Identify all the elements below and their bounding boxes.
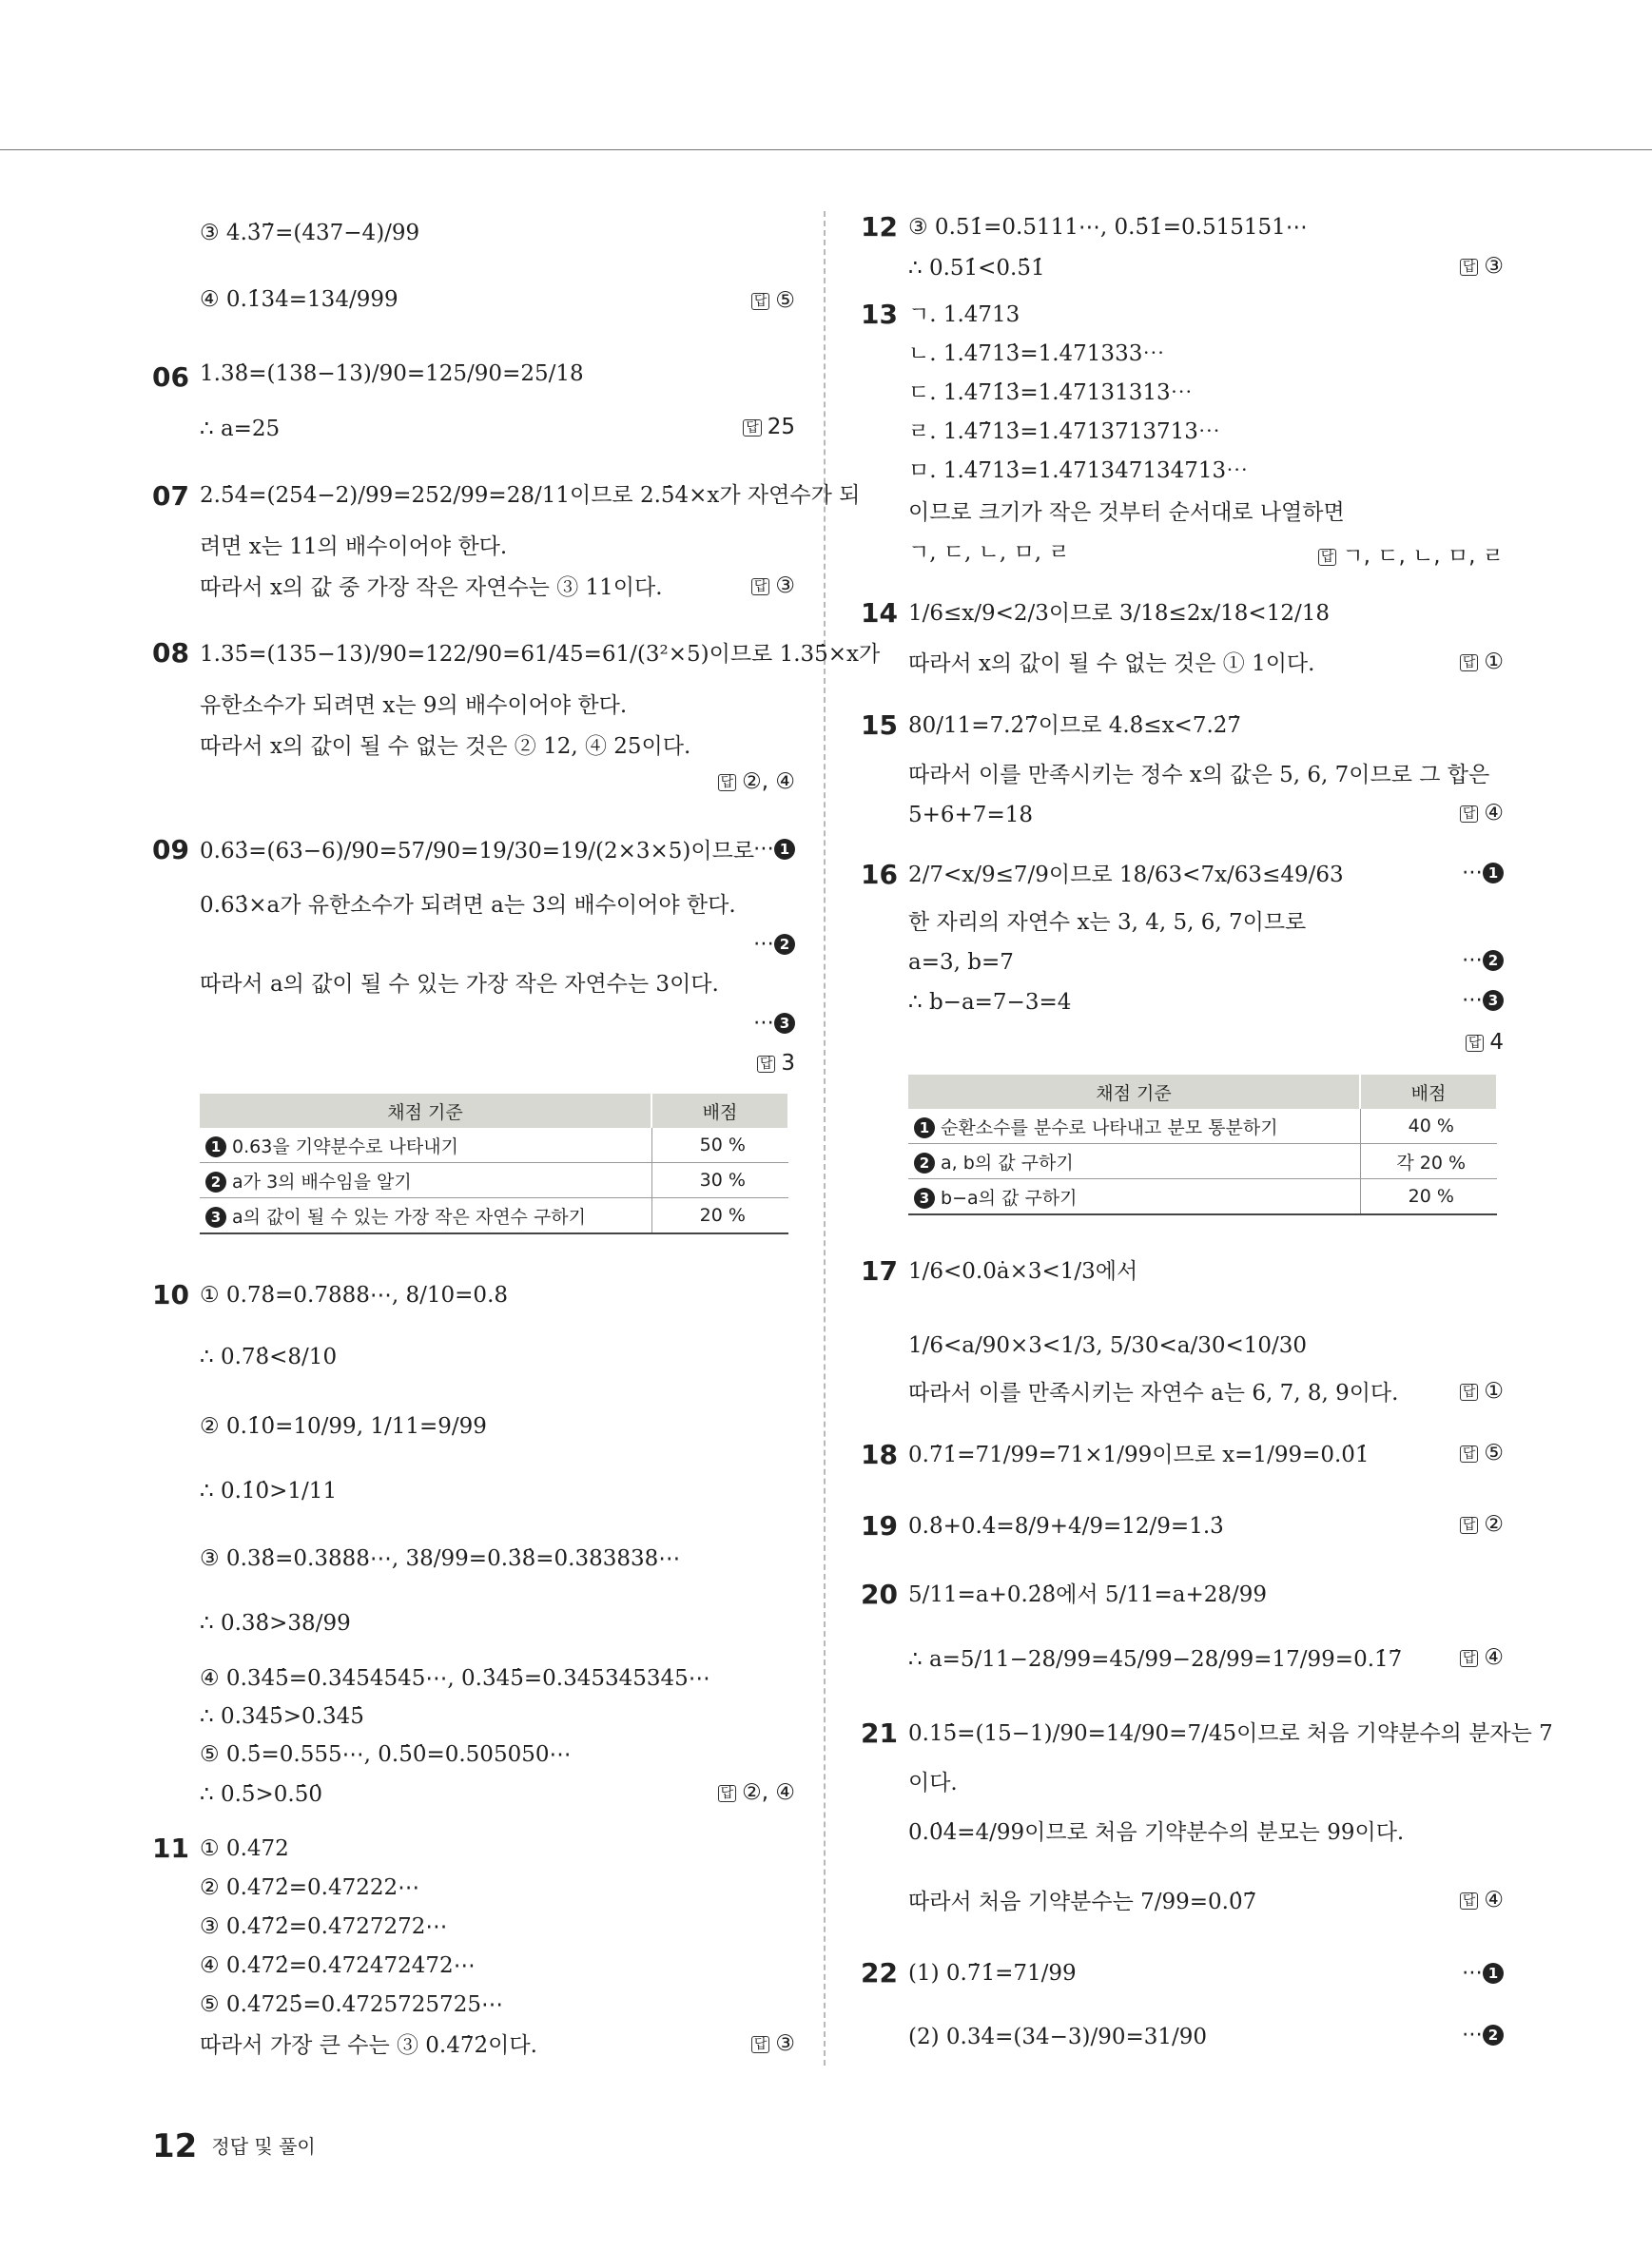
solution-line: (2) 0.34̇=(34−3)/90=31/90 bbox=[908, 2025, 1208, 2049]
solution-line: 0.15̇=(15−1)/90=14/90=7/45이므로 처음 기약분수의 분자는 7 bbox=[908, 1721, 1553, 1746]
answer-mark: 답 ② bbox=[1460, 1512, 1504, 1537]
answer-icon: 답 bbox=[751, 578, 770, 595]
solution-line: ② 0.472̇=0.47222⋯ bbox=[200, 1875, 420, 1900]
table-row bbox=[908, 1109, 1497, 1144]
criteria-cell: 2 a가 3의 배수임을 알기 bbox=[200, 1163, 651, 1198]
score-cell: 50 % bbox=[651, 1128, 788, 1163]
step-marker-icon: 1 bbox=[1483, 863, 1504, 883]
answer-mark: 답 25 bbox=[743, 415, 795, 439]
step-marker-icon: 3 bbox=[205, 1207, 226, 1228]
answer-mark: 답 ②, ④ bbox=[718, 1780, 795, 1805]
table-row bbox=[908, 1179, 1497, 1215]
answer-mark: 답 ②, ④ bbox=[718, 769, 795, 794]
step-marker-icon: 1 bbox=[774, 839, 795, 860]
solution-line: ② 0.1̇0̇=10/99, 1/11=9/99 bbox=[200, 1414, 487, 1439]
answer-mark: 답 ③ bbox=[1460, 254, 1504, 279]
step-marker-icon: 3 bbox=[774, 1013, 795, 1034]
step-marker-icon: 1 bbox=[1483, 1963, 1504, 1984]
problem-number: 15 bbox=[861, 709, 898, 741]
solution-line: ③ 4.3̇7̇=(437−4)/99 bbox=[200, 221, 420, 245]
solution-line: ④ 0.4̇72̇=0.472472472⋯ bbox=[200, 1953, 476, 1978]
score-cell: 20 % bbox=[1360, 1179, 1497, 1215]
answer-mark: 답 ④ bbox=[1460, 801, 1504, 825]
answer-icon: 답 bbox=[1460, 259, 1479, 276]
solution-line: a=3, b=7 bbox=[908, 950, 1014, 975]
table-row bbox=[200, 1128, 788, 1163]
footer-title: 정답 및 풀이 bbox=[211, 2135, 316, 2158]
answer-icon: 답 bbox=[1460, 654, 1479, 671]
problem-number: 22 bbox=[861, 1957, 898, 1989]
score-cell: 30 % bbox=[651, 1163, 788, 1198]
answer-mark: 답 ③ bbox=[751, 2031, 795, 2056]
score-cell: 각 20 % bbox=[1360, 1144, 1497, 1179]
solution-line: 이므로 크기가 작은 것부터 순서대로 나열하면 bbox=[908, 500, 1345, 525]
solution-line: 0.8̇+0.4̇=8/9+4/9=12/9=1.3̇ bbox=[908, 1514, 1224, 1539]
solution-line: ③ 0.47̇2̇=0.4727272⋯ bbox=[200, 1914, 448, 1939]
answer-mark: 답 ④ bbox=[1460, 1888, 1504, 1912]
solution-line: 따라서 이를 만족시키는 정수 x의 값은 5, 6, 7이므로 그 합은 bbox=[908, 763, 1490, 787]
answer-icon: 답 bbox=[1460, 1517, 1479, 1534]
answer-mark: 답 ④ bbox=[1460, 1645, 1504, 1670]
table-row bbox=[200, 1163, 788, 1198]
solution-line: ∴ 0.5̇>0.5̇0̇ bbox=[200, 1782, 323, 1807]
step-marker: ⋯ 1 bbox=[1462, 861, 1504, 884]
problem-number: 09 bbox=[152, 834, 189, 865]
solution-line: 따라서 x의 값 중 가장 작은 자연수는 ③ 11이다. bbox=[200, 575, 663, 600]
answer-icon: 답 bbox=[1460, 1650, 1479, 1667]
solution-line: ④ 0.1̇34̇=134/999 bbox=[200, 287, 398, 312]
step-marker-icon: 2 bbox=[774, 934, 795, 955]
solution-line: ∴ a=5/11−28/99=45/99−28/99=17/99=0.1̇7̇ bbox=[908, 1647, 1403, 1672]
step-marker: ⋯ 2 bbox=[1462, 2023, 1504, 2047]
score-cell: 40 % bbox=[1360, 1109, 1497, 1144]
solution-line: ㄹ. 1.47̇13̇=1.4713713713⋯ bbox=[908, 419, 1220, 444]
score-header: 배점 bbox=[1360, 1075, 1497, 1109]
answer-mark: 답 ③ bbox=[751, 573, 795, 598]
answer-mark: 답 ① bbox=[1460, 650, 1504, 674]
step-marker: ⋯ 3 bbox=[753, 1011, 795, 1035]
step-marker: ⋯ 3 bbox=[1462, 988, 1504, 1012]
answer-icon: 답 bbox=[1460, 1892, 1479, 1910]
solution-line: 0.63̇=(63−6)/90=57/90=19/30=19/(2×3×5)이므로 bbox=[200, 839, 755, 864]
solution-line: ⑤ 0.4̇725̇=0.4725725725⋯ bbox=[200, 1992, 503, 2017]
solution-line: ∴ 0.51̇<0.5̇1̇ bbox=[908, 256, 1045, 281]
answer-icon: 답 bbox=[743, 419, 762, 437]
answer-icon: 답 bbox=[751, 2036, 770, 2053]
solution-line: 80/11=7.2̇7̇이므로 4.8̇≤x<7.2̇7̇ bbox=[908, 713, 1242, 738]
solution-line: ∴ 0.34̇5̇>0.3̇45̇ bbox=[200, 1704, 364, 1729]
solution-line: ③ 0.51̇=0.5111⋯, 0.5̇1̇=0.515151⋯ bbox=[908, 215, 1308, 240]
score-cell: 20 % bbox=[651, 1198, 788, 1234]
step-marker-icon: 2 bbox=[205, 1172, 226, 1193]
solution-line: 따라서 x의 값이 될 수 없는 것은 ① 1이다. bbox=[908, 651, 1315, 676]
step-marker: ⋯ 2 bbox=[753, 932, 795, 956]
problem-number: 10 bbox=[152, 1279, 189, 1310]
solution-line: ④ 0.34̇5̇=0.3454545⋯, 0.3̇45̇=0.345345345⋯ bbox=[200, 1666, 710, 1691]
solution-line: ⑤ 0.5̇=0.555⋯, 0.5̇0̇=0.505050⋯ bbox=[200, 1742, 572, 1767]
answer-mark: 답 3 bbox=[757, 1051, 795, 1076]
criteria-cell: 1 순환소수를 분수로 나타내고 분모 통분하기 bbox=[908, 1109, 1360, 1144]
problem-number: 12 bbox=[861, 211, 898, 243]
solution-line: ∴ 0.38̇>38/99 bbox=[200, 1611, 351, 1636]
solution-line: 5/11=a+0.2̇8̇에서 5/11=a+28/99 bbox=[908, 1582, 1268, 1607]
header-rule bbox=[0, 149, 1652, 150]
solution-line: 1/6≤x/9<2/3이므로 3/18≤2x/18<12/18 bbox=[908, 601, 1330, 626]
step-marker: ⋯ 1 bbox=[1462, 1961, 1504, 1985]
answer-icon: 답 bbox=[1460, 1384, 1479, 1401]
solution-line: 2.5̇4̇=(254−2)/99=252/99=28/11이므로 2.5̇4̇×x가 자연수가 되 bbox=[200, 483, 861, 508]
answer-icon: 답 bbox=[1318, 549, 1337, 566]
page-number: 12 bbox=[152, 2127, 198, 2165]
solution-line: ㄷ. 1.471̇3̇=1.47131313⋯ bbox=[908, 380, 1193, 405]
criteria-header: 채점 기준 bbox=[200, 1094, 651, 1128]
solution-line: ① 0.472 bbox=[200, 1836, 289, 1861]
solution-line: 유한소수가 되려면 x는 9의 배수이어야 한다. bbox=[200, 693, 628, 718]
answer-mark: 답 4 bbox=[1466, 1030, 1504, 1055]
table-row bbox=[200, 1198, 788, 1234]
problem-number: 16 bbox=[861, 859, 898, 890]
solution-line: ∴ b−a=7−3=4 bbox=[908, 990, 1072, 1015]
solution-line: ∴ 0.78̇<8/10 bbox=[200, 1345, 338, 1369]
criteria-cell: 3 a의 값이 될 수 있는 가장 작은 자연수 구하기 bbox=[200, 1198, 651, 1234]
solution-line: ㄴ. 1.4713̇=1.471333⋯ bbox=[908, 341, 1165, 366]
solution-line: 5+6+7=18 bbox=[908, 803, 1033, 827]
problem-number: 06 bbox=[152, 361, 189, 393]
step-marker-icon: 3 bbox=[914, 1188, 935, 1209]
problem-number: 13 bbox=[861, 299, 898, 330]
problem-number: 20 bbox=[861, 1579, 898, 1610]
grading-table bbox=[200, 1094, 789, 1234]
solution-line: 0.0̇4̇=4/99이므로 처음 기약분수의 분모는 99이다. bbox=[908, 1820, 1405, 1845]
answer-icon: 답 bbox=[1460, 805, 1479, 823]
solution-line: 1/6<a/90×3<1/3, 5/30<a/30<10/30 bbox=[908, 1333, 1308, 1358]
grading-table bbox=[908, 1075, 1498, 1215]
solution-line: 1.35̇=(135−13)/90=122/90=61/45=61/(3²×5)이므로 1.35̇×x가 bbox=[200, 642, 881, 667]
problem-number: 21 bbox=[861, 1717, 898, 1749]
solution-line: 한 자리의 자연수 x는 3, 4, 5, 6, 7이므로 bbox=[908, 910, 1307, 935]
step-marker-icon: 2 bbox=[914, 1153, 935, 1174]
solution-line: ∴ a=25 bbox=[200, 417, 281, 441]
answer-mark: 답 ⑤ bbox=[1460, 1441, 1504, 1465]
problem-number: 08 bbox=[152, 637, 189, 669]
step-marker-icon: 1 bbox=[914, 1117, 935, 1138]
score-header: 배점 bbox=[651, 1094, 788, 1128]
criteria-cell: 1 0.63̇을 기약분수로 나타내기 bbox=[200, 1128, 651, 1163]
solution-line: 따라서 a의 값이 될 수 있는 가장 작은 자연수는 3이다. bbox=[200, 972, 719, 997]
step-marker: ⋯ 1 bbox=[753, 837, 795, 861]
step-marker-icon: 1 bbox=[205, 1136, 226, 1157]
criteria-cell: 2 a, b의 값 구하기 bbox=[908, 1144, 1360, 1179]
page-footer bbox=[152, 2127, 316, 2165]
solution-line: ㄱ. 1.4713 bbox=[908, 302, 1020, 327]
answer-icon: 답 bbox=[718, 774, 737, 791]
answer-icon: 답 bbox=[1466, 1035, 1485, 1052]
criteria-header: 채점 기준 bbox=[908, 1075, 1360, 1109]
solution-line: ㅁ. 1.4̇713̇=1.471347134713⋯ bbox=[908, 458, 1249, 483]
step-marker-icon: 3 bbox=[1483, 990, 1504, 1011]
step-marker: ⋯ 2 bbox=[1462, 948, 1504, 972]
solution-line: 이다. bbox=[908, 1771, 958, 1795]
solution-line: ③ 0.38̇=0.3888⋯, 38/99=0.3̇8̇=0.383838⋯ bbox=[200, 1546, 681, 1571]
solution-line: 따라서 x의 값이 될 수 없는 것은 ② 12, ④ 25이다. bbox=[200, 734, 691, 759]
solution-line: 0.7̇1̇=71/99=71×1/99이므로 x=1/99=0.0̇1̇ bbox=[908, 1443, 1370, 1467]
problem-number: 19 bbox=[861, 1510, 898, 1542]
solution-line: 따라서 처음 기약분수는 7/99=0.0̇7̇ bbox=[908, 1890, 1257, 1914]
answer-mark: 답 ⑤ bbox=[751, 288, 795, 313]
solution-line: 려면 x는 11의 배수이어야 한다. bbox=[200, 534, 508, 559]
solution-line: ∴ 0.1̇0̇>1/11 bbox=[200, 1479, 338, 1504]
step-marker-icon: 2 bbox=[1483, 950, 1504, 971]
problem-number: 07 bbox=[152, 480, 189, 512]
problem-number: 18 bbox=[861, 1439, 898, 1470]
step-marker-icon: 2 bbox=[1483, 2025, 1504, 2046]
answer-icon: 답 bbox=[718, 1785, 737, 1802]
problem-number: 17 bbox=[861, 1255, 898, 1287]
answer-mark: 답 ① bbox=[1460, 1379, 1504, 1404]
solution-line: 따라서 이를 만족시키는 자연수 a는 6, 7, 8, 9이다. bbox=[908, 1381, 1399, 1406]
problem-number: 14 bbox=[861, 597, 898, 629]
solution-line: 2/7<x/9≤7/9이므로 18/63<7x/63≤49/63 bbox=[908, 863, 1344, 887]
answer-mark: 답 ㄱ, ㄷ, ㄴ, ㅁ, ㄹ bbox=[1318, 538, 1504, 570]
problem-number: 11 bbox=[152, 1833, 189, 1864]
solution-line: 1/6<0.0ȧ×3<1/3에서 bbox=[908, 1259, 1138, 1284]
answer-icon: 답 bbox=[751, 293, 770, 310]
solution-line: 1.38̇=(138−13)/90=125/90=25/18 bbox=[200, 361, 584, 386]
answer-icon: 답 bbox=[757, 1056, 776, 1073]
criteria-cell: 3 b−a의 값 구하기 bbox=[908, 1179, 1360, 1215]
solution-line: (1) 0.7̇1̇=71/99 bbox=[908, 1961, 1077, 1986]
solution-line: ① 0.78̇=0.7888⋯, 8/10=0.8 bbox=[200, 1283, 509, 1308]
solution-line: 따라서 가장 큰 수는 ③ 0.47̇2̇이다. bbox=[200, 2033, 537, 2058]
table-row bbox=[908, 1144, 1497, 1179]
answer-icon: 답 bbox=[1460, 1446, 1479, 1463]
solution-line: ㄱ, ㄷ, ㄴ, ㅁ, ㄹ bbox=[908, 540, 1070, 565]
solution-line: 0.63̇×a가 유한소수가 되려면 a는 3의 배수이어야 한다. bbox=[200, 893, 736, 918]
